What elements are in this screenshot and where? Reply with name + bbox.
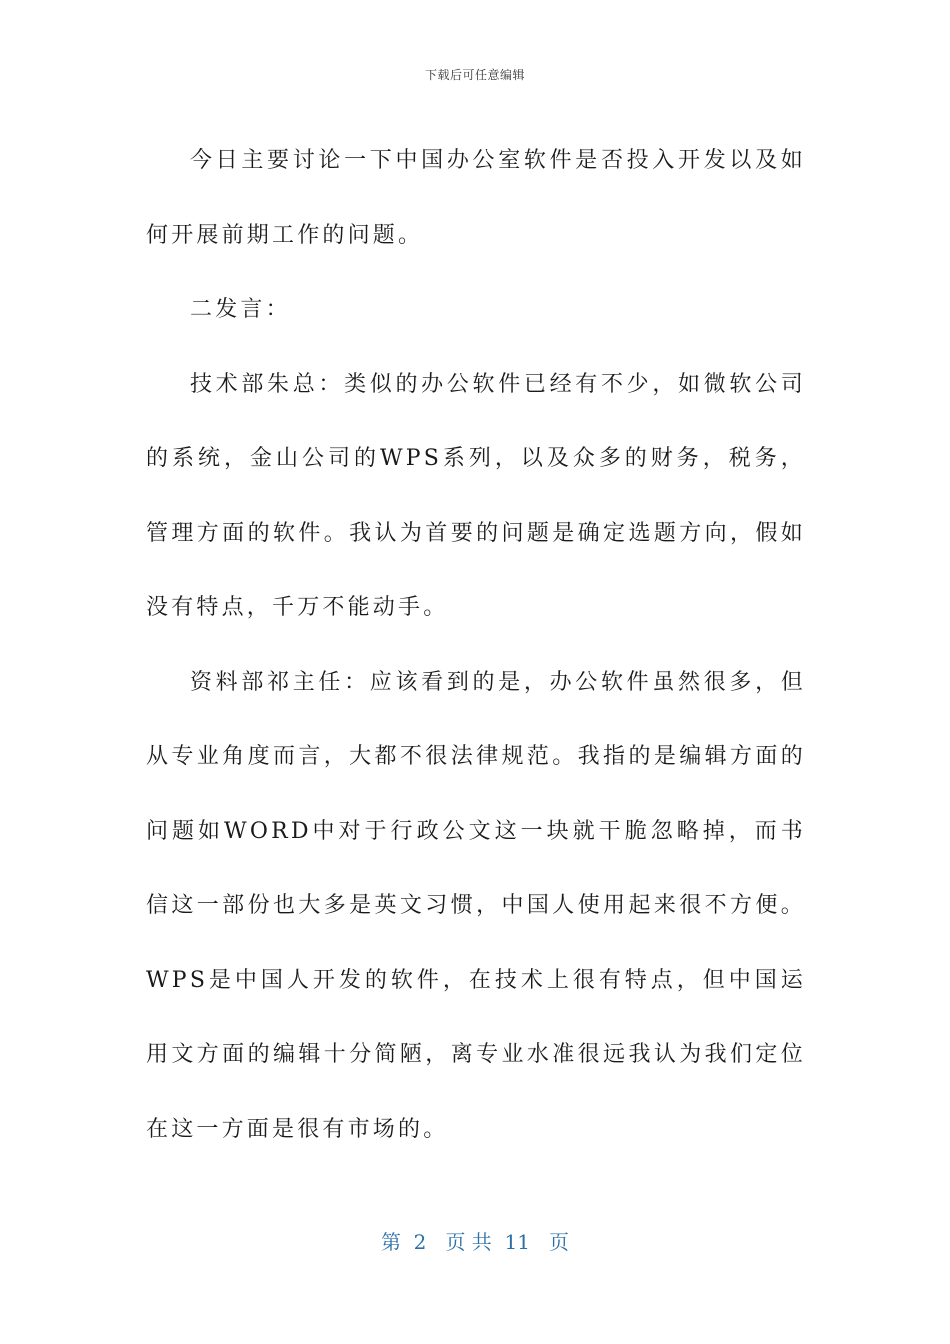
paragraph-data-dept: 资料部祁主任：应该看到的是，办公软件虽然很多，但从专业角度而言，大都不很法律规范。我指的是编辑方面的问题如WORD中对于行政公文这一块就干脆忽略掉，而书信这一部份也大多是英文习惯，中国人使用起来很不方便。WPS是中国人开发的软件，在技术上很有特点，但中国运用文方面的编辑十分简陋，离专业水准很远我认为我们定位在这一方面是很有市场的。: [146, 669, 806, 1142]
page-number-footer: 第 2 页 共 11 页: [380, 1230, 570, 1254]
paragraph-section-heading: 二发言：: [190, 297, 291, 322]
header-note: 下载后可任意编辑: [424, 68, 525, 82]
paragraph-intro: 今日主要讨论一下中国办公室软件是否投入开发以及如何开展前期工作的问题。: [146, 148, 806, 248]
paragraph-tech-dept: 技术部朱总：类似的办公软件已经有不少，如微软公司的系统，金山公司的WPS系列，以及众多的财务，税务，管理方面的软件。我认为首要的问题是确定选题方向，假如没有特点，千万不能动手。: [146, 371, 806, 620]
document-body: [146, 124, 806, 1167]
